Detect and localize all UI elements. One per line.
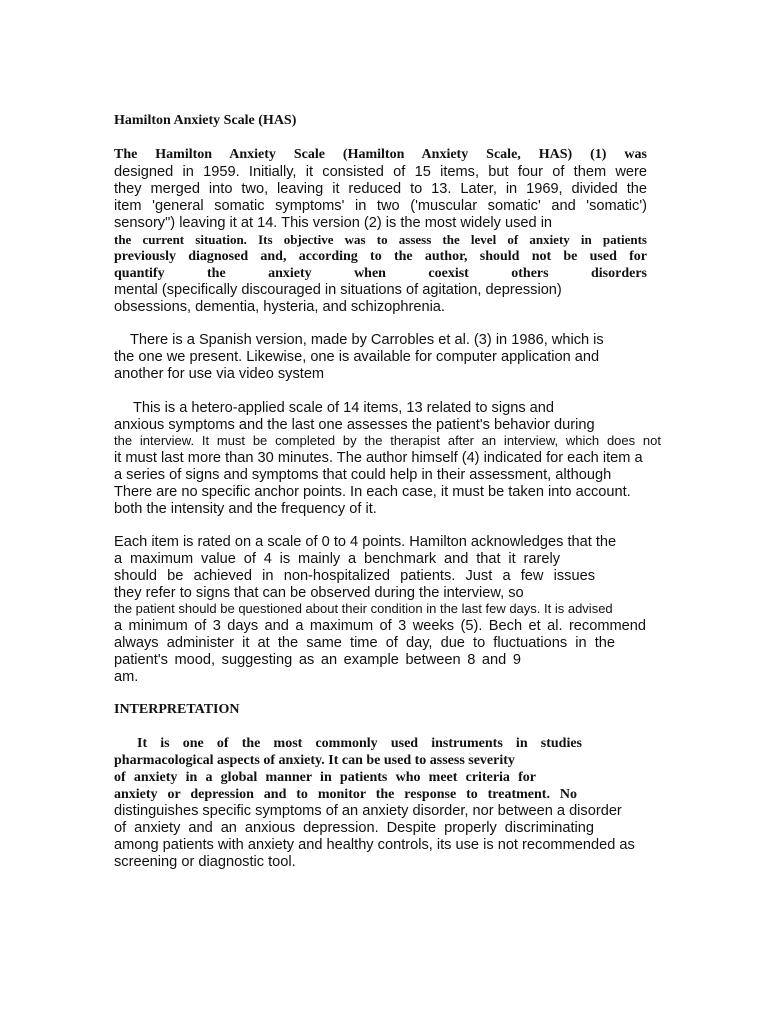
paragraph-line: among patients with anxiety and healthy controls, its use is not recommended as [114, 837, 635, 853]
paragraph-line: should be achieved in non-hospitalized patients. Just a few issues [114, 568, 595, 584]
paragraph-line: am. [114, 669, 139, 685]
paragraph-line: There are no specific anchor points. In each case, it must be taken into account. [114, 484, 631, 500]
paragraph-line: anxiety or depression and to monitor the response to treatment. No [114, 787, 577, 802]
paragraph-line: mental (specifically discouraged in situations of agitation, depression) [114, 282, 562, 298]
paragraph-line: of anxiety and an anxious depression. Despite properly discriminating [114, 820, 594, 836]
section-heading: INTERPRETATION [114, 702, 240, 717]
paragraph-line: it must last more than 30 minutes. The author himself (4) indicated for each item a [114, 450, 643, 466]
paragraph-line: There is a Spanish version, made by Carrobles et al. (3) in 1986, which is [130, 332, 604, 348]
paragraph-line: another for use via video system [114, 366, 325, 382]
paragraph-line: The Hamilton Anxiety Scale (Hamilton Anxiety Scale, HAS) (1) was [114, 147, 647, 162]
paragraph-line: screening or diagnostic tool. [114, 854, 296, 870]
paragraph-line: they refer to signs that can be observed during the interview, so [114, 585, 524, 601]
paragraph-line: item 'general somatic symptoms' in two ('muscular somatic' and 'somatic') [114, 198, 647, 214]
paragraph-line: the current situation. Its objective was to assess the level of anxiety in patients [114, 232, 647, 247]
paragraph-line: pharmacological aspects of anxiety. It can be used to assess severity [114, 753, 515, 768]
paragraph-line: the patient should be questioned about their condition in the last few days. It is advised [114, 601, 613, 616]
paragraph-line: they merged into two, leaving it reduced to 13. Later, in 1969, divided the [114, 181, 647, 197]
paragraph-line: a maximum value of 4 is mainly a benchmark and that it rarely [114, 551, 560, 567]
paragraph-line: distinguishes specific symptoms of an anxiety disorder, nor between a disorder [114, 803, 622, 819]
paragraph-line: sensory") leaving it at 14. This version (2) is the most widely used in [114, 215, 553, 231]
paragraph-line: a series of signs and symptoms that could help in their assessment, although [114, 467, 612, 483]
paragraph-line: of anxiety in a global manner in patients who meet criteria for [114, 770, 536, 785]
paragraph-line: It is one of the most commonly used instruments in studies [137, 736, 582, 751]
paragraph-line: anxious symptoms and the last one assesses the patient's behavior during [114, 417, 595, 433]
paragraph-line: previously diagnosed and, according to the author, should not be used for [114, 249, 647, 264]
paragraph-line: quantify the anxiety when coexist others disorders [114, 266, 647, 281]
paragraph-line: obsessions, dementia, hysteria, and schizophrenia. [114, 299, 445, 315]
paragraph-line: always administer it at the same time of day, due to fluctuations in the [114, 635, 615, 651]
paragraph-line: patient's mood, suggesting as an example between 8 and 9 [114, 652, 521, 668]
paragraph-line: both the intensity and the frequency of it. [114, 501, 377, 517]
paragraph-line: the interview. It must be completed by the therapist after an interview, which does not [114, 433, 661, 448]
paragraph-line: the one we present. Likewise, one is available for computer application and [114, 349, 600, 365]
paragraph-line: a minimum of 3 days and a maximum of 3 weeks (5). Bech et al. recommend [114, 618, 646, 634]
paragraph-line: designed in 1959. Initially, it consisted of 15 items, but four of them were [114, 164, 647, 180]
paragraph-line: This is a hetero-applied scale of 14 items, 13 related to signs and [133, 400, 555, 416]
document-title: Hamilton Anxiety Scale (HAS) [114, 113, 297, 128]
paragraph-line: Each item is rated on a scale of 0 to 4 points. Hamilton acknowledges that the [114, 534, 617, 550]
